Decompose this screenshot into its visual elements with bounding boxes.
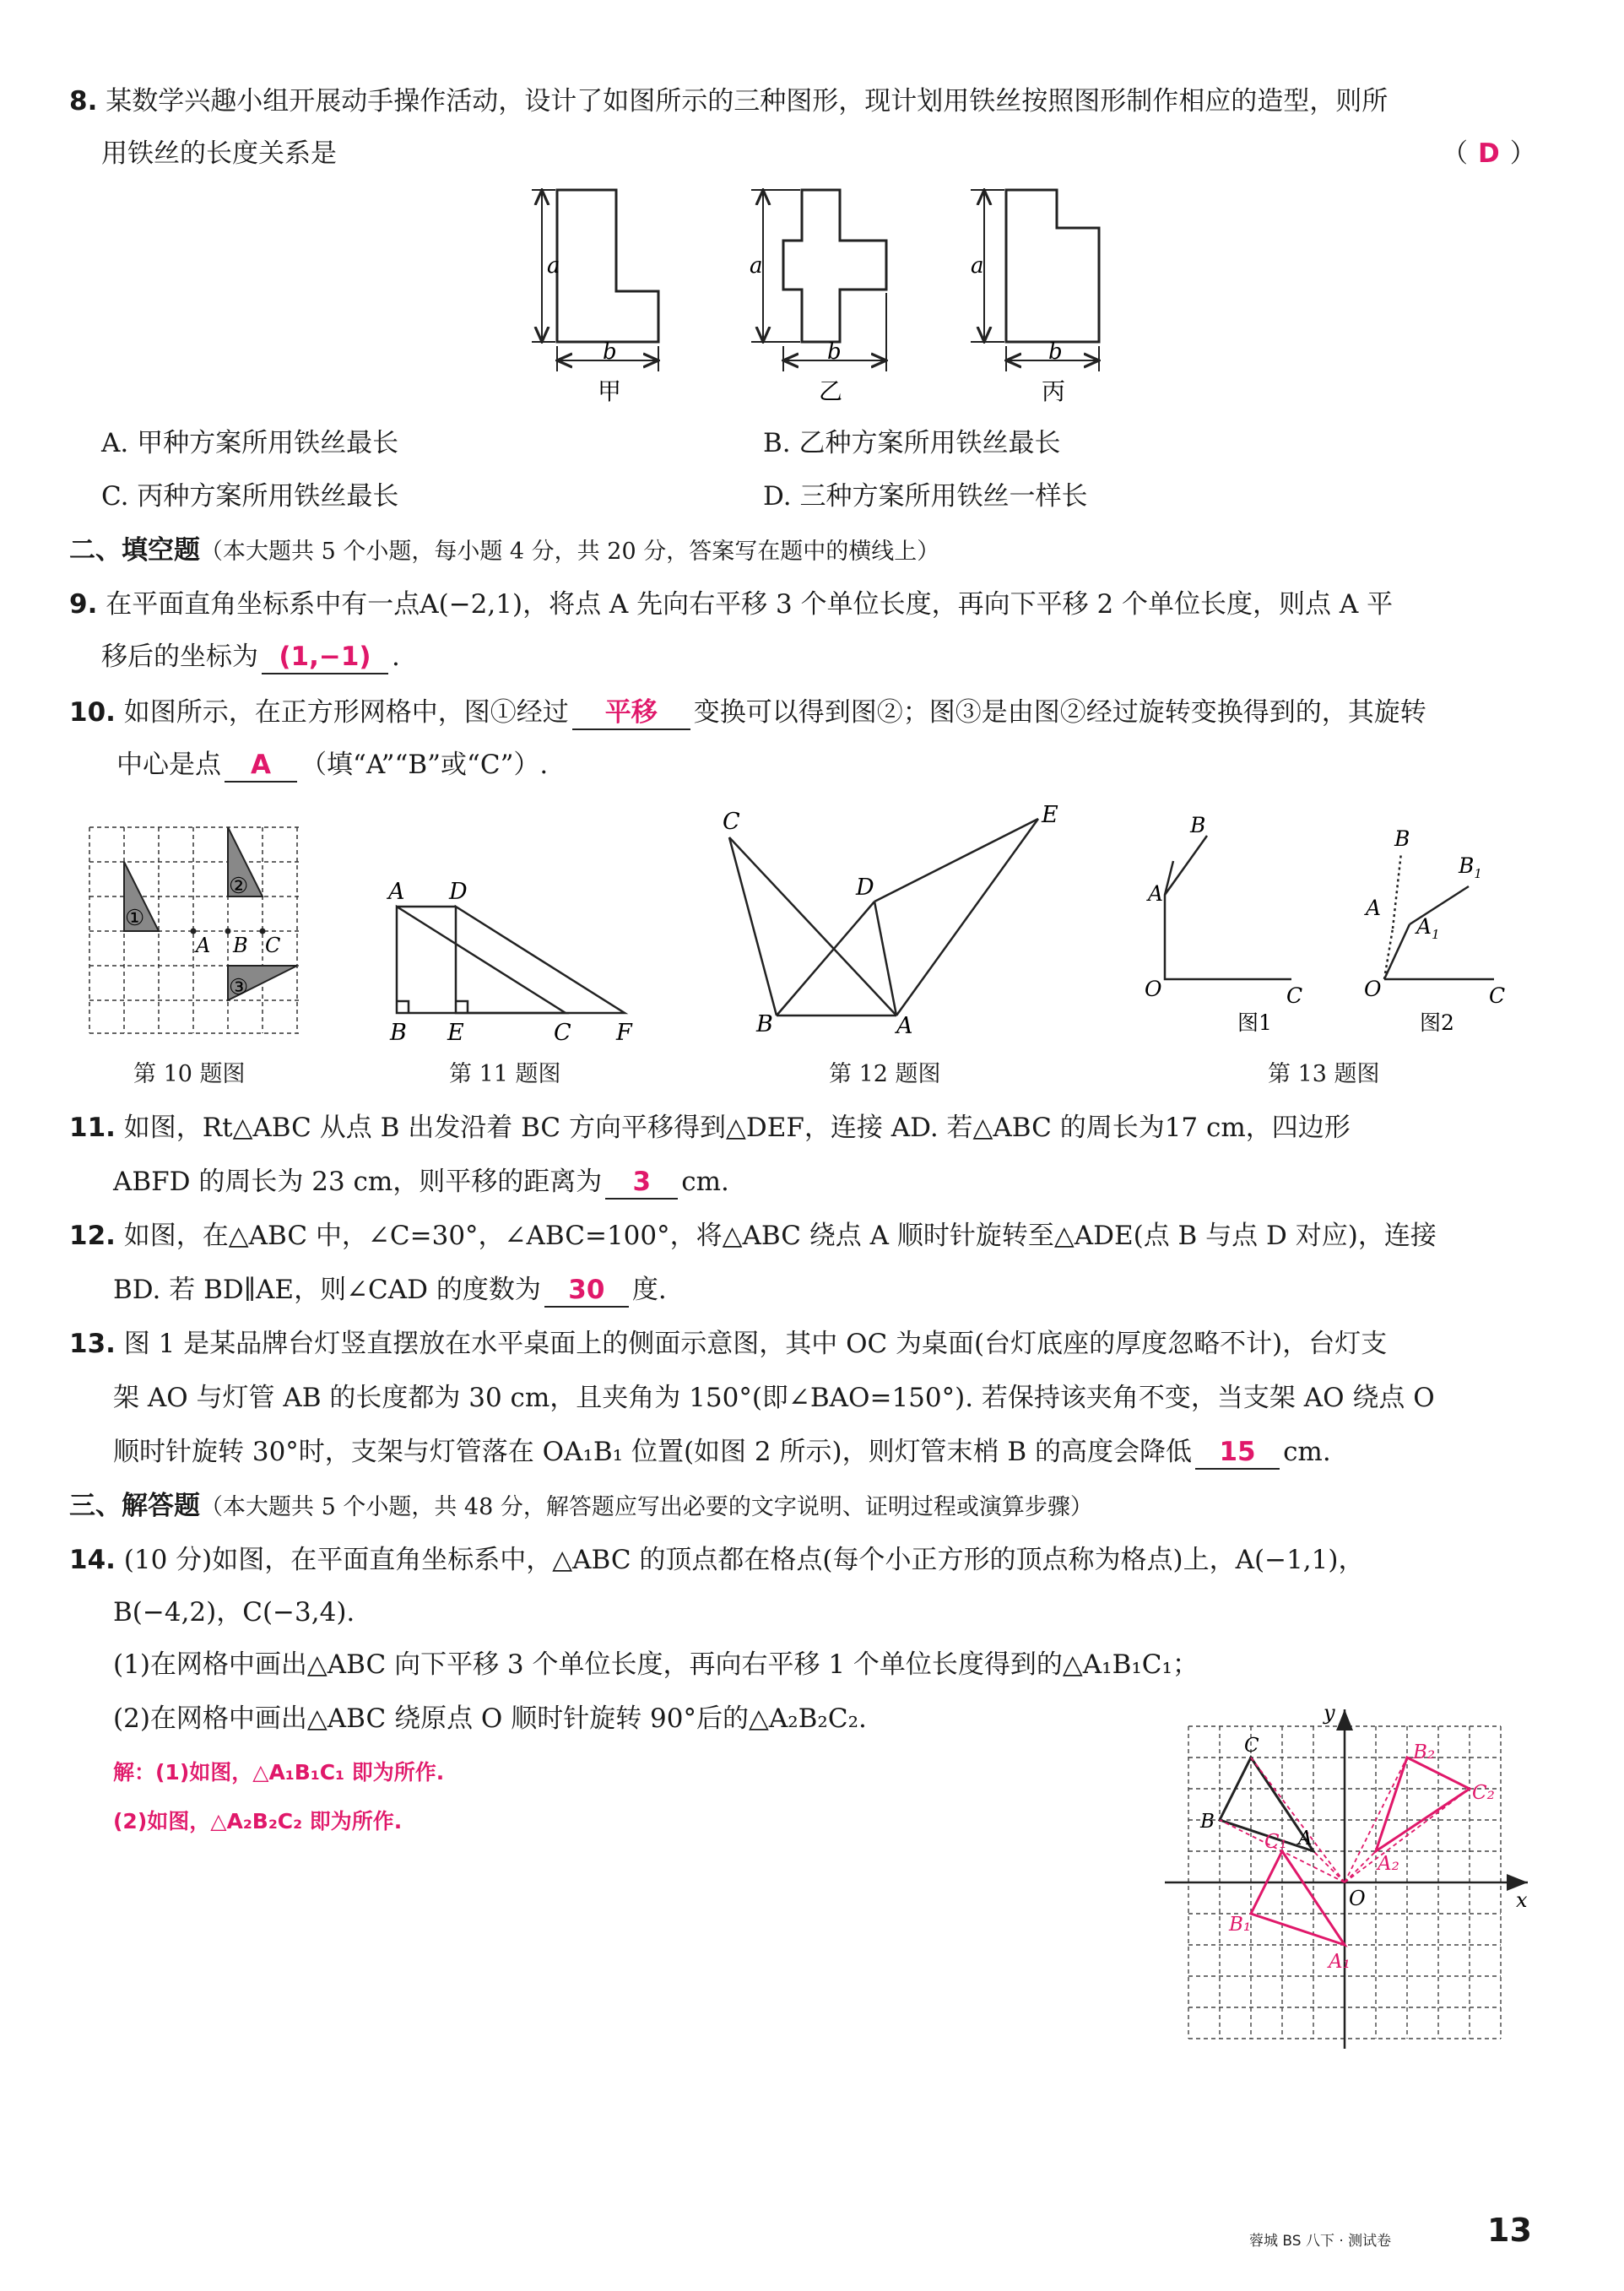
grid-point-b: B	[233, 934, 248, 957]
section2-note: （本大题共 5 个小题，每小题 4 分，共 20 分，答案写在题中的横线上）	[200, 539, 940, 565]
q14-solution-2: (2)如图，△A₂B₂C₂ 即为所作.	[113, 1809, 403, 1833]
y-axis-label: y	[1324, 1701, 1335, 1725]
fig13-2-o: O	[1364, 977, 1382, 1001]
q9-line2	[101, 638, 400, 675]
page-number: 13	[1487, 2212, 1532, 2249]
triangle-a1b1c1	[1251, 1851, 1345, 1945]
bing-a-label: a	[971, 253, 984, 279]
q8-number: 8.	[69, 86, 98, 116]
label-circle-2: ②	[229, 874, 249, 899]
fig12-c: C	[723, 809, 740, 835]
q12-line1	[69, 1217, 1437, 1254]
q12-stem-end: 度.	[631, 1275, 667, 1305]
q12-answer: 30	[544, 1274, 629, 1308]
q8-option-a: A. 甲种方案所用铁丝最长	[101, 428, 399, 458]
q8-stem-1: 某数学兴趣小组开展动手操作活动，设计了如图所示的三种图形，现计划用铁丝按照图形制作相应的造型，则所	[106, 86, 1389, 116]
q13-line3	[113, 1433, 1331, 1470]
pt-a1: A₁	[1329, 1951, 1351, 1973]
pt-b1: B₁	[1229, 1914, 1252, 1936]
yi-a-label: a	[750, 253, 763, 279]
pt-c: C	[1244, 1735, 1259, 1757]
section3-heading	[69, 1487, 1093, 1526]
q11-line2	[113, 1163, 729, 1200]
paren-open: （	[1442, 138, 1468, 169]
q8-stem-2: 用铁丝的长度关系是	[101, 138, 337, 169]
q9-answer: (1,−1)	[262, 641, 388, 674]
q14-number: 14.	[69, 1545, 116, 1575]
q10-answer-2: A	[225, 749, 297, 783]
section3-note: （本大题共 5 个小题，共 48 分，解答题应写出必要的文字说明、证明过程或演算步骤）	[200, 1494, 1093, 1520]
paren-close: ）	[1509, 138, 1536, 169]
fig13-2-a: A	[1366, 896, 1382, 920]
q10-line2	[116, 746, 548, 783]
section2-heading	[69, 532, 939, 571]
q12-number: 12.	[69, 1221, 116, 1251]
grid-point-a: A	[196, 934, 211, 957]
shape-yi	[783, 190, 886, 342]
fig13-caption-1: 图1	[1237, 1010, 1272, 1035]
q13-stem-1: 图 1 是某品牌台灯竖直摆放在水平桌面上的侧面示意图，其中 OC 为桌面(台灯底座的厚度忽略不计)，台灯支	[123, 1329, 1388, 1359]
footer-text: 蓉城 BS 八下 · 测试卷	[1249, 2233, 1392, 2250]
q10-answer-1: 平移	[572, 696, 690, 730]
fig13-1-b: B	[1190, 813, 1206, 837]
origin-label: O	[1349, 1887, 1366, 1910]
q8-answer: D	[1478, 138, 1500, 169]
q9-stem-1: 在平面直角坐标系中有一点A(−2,1)，将点 A 先向右平移 3 个单位长度，再向下平移 2 个单位长度，则点 A 平	[106, 589, 1394, 620]
fig12-b: B	[756, 1011, 773, 1037]
shape-bing	[1006, 190, 1099, 342]
q14-line2: B(−4,2)，C(−3,4).	[113, 1597, 355, 1628]
caption-q11: 第 11 题图	[449, 1061, 561, 1087]
x-axis-label: x	[1516, 1888, 1528, 1912]
q8-figure	[523, 181, 1114, 409]
section2-title: 二、填空题	[69, 535, 200, 566]
q8-option-b: B. 乙种方案所用铁丝最长	[763, 428, 1061, 458]
pt-b2: B₂	[1413, 1741, 1436, 1763]
label-circle-3: ③	[229, 975, 249, 1000]
q10-stem-2b: （填“A”“B”或“C”）.	[300, 750, 549, 780]
yi-b-label: b	[827, 339, 842, 365]
q9-stem-2: 移后的坐标为	[101, 642, 258, 672]
q12-stem-1: 如图，在△ABC 中，∠C=30°，∠ABC=100°，将△ABC 绕点 A 顺时针旋转至△ADE(点 B 与点 D 对应)，连接	[123, 1221, 1437, 1251]
q10-line1	[69, 694, 1426, 731]
fig13-caption-2: 图2	[1420, 1010, 1454, 1035]
q10-stem-1a: 如图所示，在正方形网格中，图①经过	[123, 697, 569, 728]
jia-label: 甲	[598, 377, 622, 405]
fig13-1-a: A	[1148, 881, 1164, 906]
q9-stem-end: .	[392, 642, 400, 672]
fig13-2-a1: $A_1$	[1416, 914, 1440, 942]
q8-option-d: D. 三种方案所用铁丝一样长	[763, 481, 1088, 512]
fig12-d: D	[856, 875, 874, 901]
q14-coordinate-figure	[1156, 1701, 1536, 2055]
q12-stem-2: BD. 若 BD∥AE，则∠CAD 的度数为	[113, 1275, 541, 1305]
fig11-a: A	[388, 879, 405, 905]
q8-line1	[69, 83, 1388, 120]
q13-answer: 15	[1195, 1436, 1280, 1470]
q10-number: 10.	[69, 697, 116, 728]
q14-stem-1: (10 分)如图，在平面直角坐标系中，△ABC 的顶点都在格点(每个小正方形的顶点称为格点)上，A(−1,1)，	[123, 1545, 1365, 1575]
bing-label: 丙	[1042, 377, 1066, 405]
fig13-2-b1: $B_1$	[1459, 853, 1482, 881]
label-circle-1: ①	[125, 906, 145, 931]
q12-line2	[113, 1271, 667, 1308]
q12-figure	[717, 802, 1064, 1047]
q14-solution-1: 解：(1)如图，△A₁B₁C₁ 即为所作.	[113, 1760, 445, 1785]
q11-stem-2: ABFD 的周长为 23 cm，则平移的距离为	[113, 1167, 603, 1197]
fig13-2-c: C	[1489, 983, 1506, 1008]
q13-number: 13.	[69, 1329, 116, 1359]
q13-stem-3: 顺时针旋转 30°时，支架与灯管落在 OA₁B₁ 位置(如图 2 所示)，则灯管末梢 B 的高度会降低	[113, 1437, 1193, 1467]
q11-line1	[69, 1109, 1351, 1146]
fig11-b: B	[390, 1020, 407, 1046]
bing-b-label: b	[1048, 339, 1063, 365]
q11-stem-end: cm.	[681, 1167, 729, 1197]
fig12-a: A	[896, 1013, 913, 1039]
fig13-2-b: B	[1394, 826, 1410, 851]
q13-stem-end: cm.	[1283, 1437, 1331, 1467]
pt-a: A	[1298, 1828, 1313, 1850]
caption-q13: 第 13 题图	[1268, 1061, 1380, 1087]
triangle-a2b2c2	[1376, 1758, 1470, 1851]
caption-q10: 第 10 题图	[133, 1061, 246, 1087]
fig13-1-o: O	[1145, 977, 1162, 1001]
q9-number: 9.	[69, 589, 98, 620]
q8-line2	[101, 135, 337, 172]
pt-a2: A₂	[1378, 1853, 1399, 1875]
q14-part2: (2)在网格中画出△ABC 绕原点 O 顺时针旋转 90°后的△A₂B₂C₂.	[113, 1703, 867, 1734]
q11-stem-1: 如图，Rt△ABC 从点 B 出发沿着 BC 方向平移得到△DEF，连接 AD. 若△ABC 的周长为17 cm，四边形	[123, 1113, 1351, 1143]
fig12-e: E	[1042, 802, 1058, 828]
fig13-1-c: C	[1286, 983, 1303, 1008]
jia-b-label: b	[603, 339, 617, 365]
yi-label: 乙	[819, 377, 843, 405]
q11-answer: 3	[605, 1166, 678, 1200]
q9-line1	[69, 586, 1393, 623]
fig11-c: C	[554, 1020, 571, 1046]
caption-q12: 第 12 题图	[829, 1061, 941, 1087]
shape-jia	[557, 190, 658, 342]
q14-line1	[69, 1541, 1364, 1579]
q8-option-c: C. 丙种方案所用铁丝最长	[101, 481, 399, 512]
pt-c1: C₁	[1264, 1831, 1287, 1853]
fig11-e: E	[447, 1020, 464, 1046]
fig11-f: F	[616, 1020, 632, 1046]
grid-point-c: C	[265, 934, 281, 957]
q14-part1: (1)在网格中画出△ABC 向下平移 3 个单位长度，再向右平移 1 个单位长度得到的△A₁B₁C₁；	[113, 1649, 1199, 1680]
q13-line2: 架 AO 与灯管 AB 的长度都为 30 cm，且夹角为 150°(即∠BAO=150°). 若保持该夹角不变，当支架 AO 绕点 O	[113, 1383, 1435, 1413]
pt-c2: C₂	[1472, 1782, 1495, 1804]
q13-figure	[1131, 802, 1519, 1047]
q8-answer-paren	[1442, 135, 1536, 172]
q13-line1	[69, 1325, 1387, 1362]
q10-grid-figure	[88, 826, 307, 1035]
q10-stem-2a: 中心是点	[116, 750, 221, 780]
pt-b: B	[1200, 1811, 1215, 1833]
q11-figure	[380, 878, 650, 1047]
q10-stem-1b: 变换可以得到图②；图③是由图②经过旋转变换得到的，其旋转	[693, 697, 1426, 728]
q11-number: 11.	[69, 1113, 116, 1143]
section3-title: 三、解答题	[69, 1491, 200, 1521]
jia-a-label: a	[547, 253, 560, 279]
fig11-d: D	[449, 879, 468, 905]
